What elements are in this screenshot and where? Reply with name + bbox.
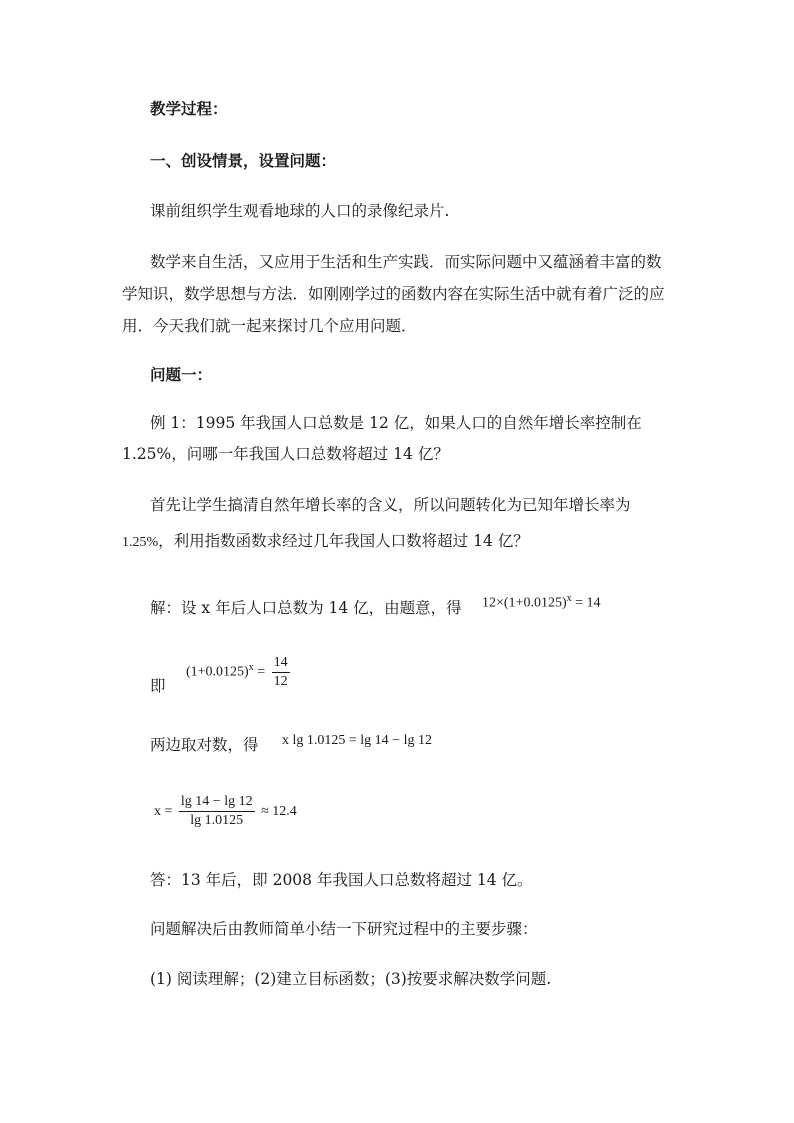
- fraction-numerator: 14: [272, 654, 290, 673]
- ji-label: 即: [150, 677, 166, 695]
- log-fraction-denominator: lg 1.0125: [190, 813, 244, 829]
- paragraph-intro: 课前组织学生观看地球的人口的录像纪录片.: [150, 202, 450, 220]
- guide-text: ，利用指数函数求经过几年我国人口数将超过 14 亿？: [158, 532, 529, 550]
- log-intro: 两边取对数，得: [150, 736, 259, 754]
- eq4-approx: ≈ 12.4: [261, 804, 297, 819]
- answer: 答：13 年后，即 2008 年我国人口总数将超过 14 亿。: [150, 871, 533, 889]
- log-fraction: [179, 793, 255, 830]
- paragraph-line: 学知识，数学思想与方法．如刚刚学过的函数内容在实际生活中就有着广泛的应: [122, 285, 665, 303]
- paragraph-line: 用．今天我们就一起来探讨几个应用问题．: [122, 317, 417, 335]
- example-line: 例 1：1995 年我国人口总数是 12 亿，如果人口的自然年增长率控制在: [150, 414, 642, 432]
- eq1-left: 12×(1+0.0125): [482, 595, 567, 611]
- heading: 教学过程：: [150, 99, 228, 118]
- paragraph-line: 数学来自生活，又应用于生活和生产实践．而实际问题中又蕴涵着丰富的数: [150, 253, 662, 271]
- eq1-right: = 14: [575, 595, 601, 611]
- example-line: 1.25%，问哪一年我国人口总数将超过 14 亿？: [122, 445, 449, 463]
- summary: 问题解决后由教师简单小结一下研究过程中的主要步骤：: [150, 920, 538, 938]
- eq2-equals: =: [257, 664, 266, 680]
- problem-title: 问题一：: [150, 365, 213, 384]
- steps: (1) 阅读理解；(2)建立目标函数；(3)按要求解决数学问题.: [150, 970, 552, 988]
- guide-line: 首先让学生搞清自然年增长率的含义，所以问题转化为已知年增长率为: [150, 496, 631, 514]
- equation-1: [482, 588, 601, 615]
- eq2-left: (1+0.0125): [186, 664, 249, 680]
- section-title: 一、创设情景，设置问题：: [150, 151, 337, 170]
- fraction-denominator: 12: [273, 673, 288, 689]
- fraction: [272, 654, 290, 691]
- eq2-exponent: x: [248, 662, 254, 673]
- equation-4: [154, 792, 297, 832]
- equation-3: x lg 1.0125 = lg 14 − lg 12: [282, 733, 432, 748]
- solution-intro: 解：设 x 年后人口总数为 14 亿，由题意，得: [150, 599, 462, 617]
- growth-rate: 1.25%: [122, 535, 159, 550]
- log-fraction-numerator: lg 14 − lg 12: [179, 793, 255, 812]
- equation-2: [186, 650, 293, 691]
- eq1-exponent: x: [566, 593, 572, 604]
- guide-line-2: [122, 530, 529, 554]
- eq4-x: x =: [154, 804, 173, 819]
